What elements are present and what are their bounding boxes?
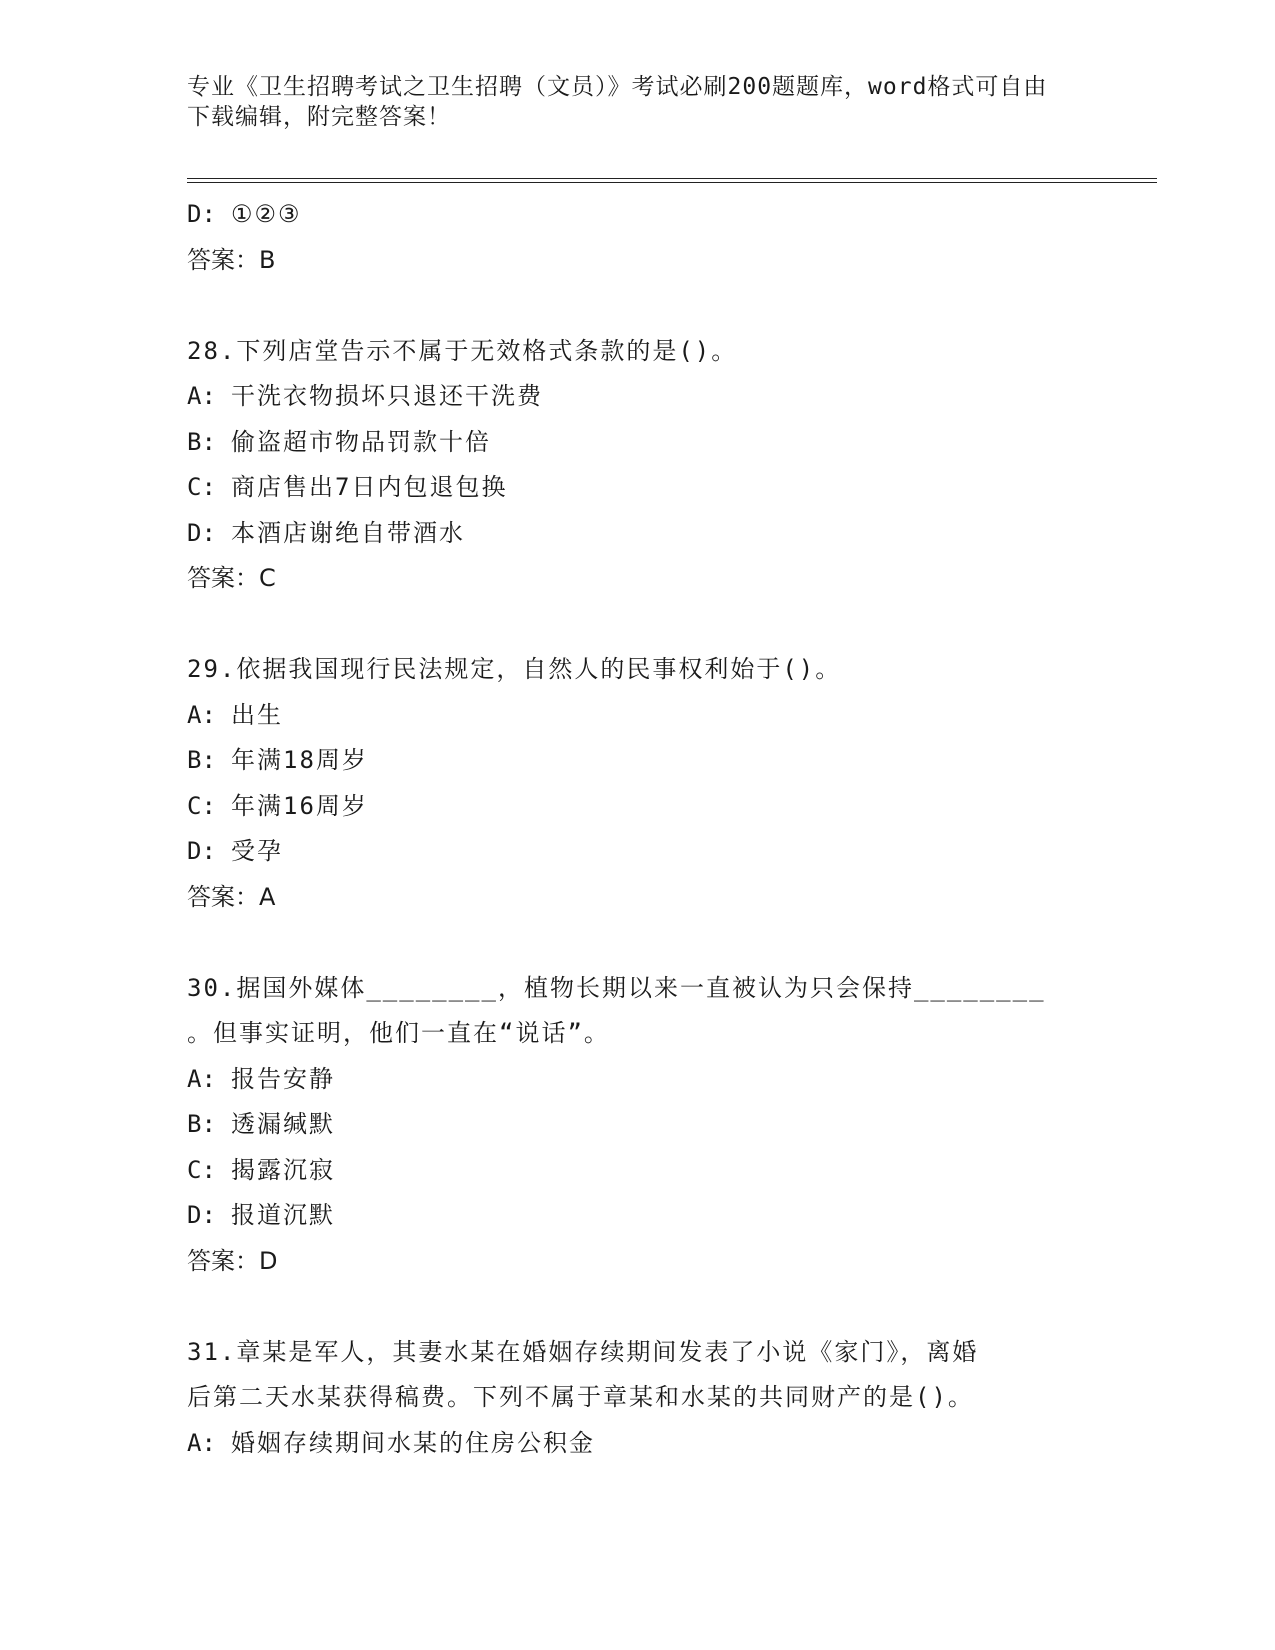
question-list — [187, 192, 1087, 1466]
answer-line: 答案：D — [187, 1246, 278, 1275]
option-text: 偷盗超市物品罚款十倍 — [231, 427, 491, 456]
option-text: 报告安静 — [231, 1064, 335, 1093]
option-line — [187, 784, 1087, 830]
option-label: B: — [187, 427, 216, 456]
question-text: 28.下列店堂告示不属于无效格式条款的是()。 — [187, 336, 738, 365]
option-label: A: — [187, 700, 216, 729]
option-line — [187, 192, 1087, 238]
option-line — [187, 738, 1087, 784]
question-text: 30.据国外媒体________，植物长期以来一直被认为只会保持________ — [187, 973, 1046, 1002]
header-title: 专业《卫生招聘考试之卫生招聘（文员）》考试必刷200题题库，word格式可自由下载编辑，附完整答案！ — [187, 74, 1048, 130]
option-line — [187, 1421, 1087, 1467]
option-line — [187, 1057, 1087, 1103]
option-label: D: — [187, 837, 216, 865]
spacer — [187, 1284, 1087, 1330]
option-line — [187, 829, 1087, 875]
option-line — [187, 1148, 1087, 1194]
option-text: 揭露沉寂 — [231, 1155, 335, 1184]
option-line — [187, 374, 1087, 420]
option-label: B: — [187, 746, 216, 774]
option-text: 干洗衣物损坏只退还干洗费 — [231, 382, 543, 410]
option-text: 出生 — [231, 700, 283, 729]
option-line — [187, 1193, 1087, 1239]
header-divider-bottom — [187, 182, 1157, 183]
option-text: 报道沉默 — [231, 1201, 335, 1229]
question-text: 29.依据我国现行民法规定，自然人的民事权利始于()。 — [187, 655, 842, 683]
answer-line: 答案：C — [187, 564, 276, 592]
option-line — [187, 693, 1087, 739]
option-text: 受孕 — [231, 837, 283, 865]
option-label: C: — [187, 791, 216, 820]
option-text: 本酒店谢绝自带酒水 — [231, 518, 465, 547]
option-text: 年满16周岁 — [231, 791, 368, 820]
option-label: A: — [187, 382, 216, 410]
option-line — [187, 1102, 1087, 1148]
option-text: 婚姻存续期间水某的住房公积金 — [231, 1428, 595, 1457]
question-text-continued: 后第二天水某获得稿费。下列不属于章某和水某的共同财产的是()。 — [187, 1383, 974, 1411]
option-text: 透漏缄默 — [231, 1110, 335, 1138]
option-label: A: — [187, 1064, 216, 1093]
question-text-continued: 。但事实证明，他们一直在“说话”。 — [187, 1019, 610, 1047]
option-label: D: — [187, 1201, 216, 1229]
document-header — [187, 72, 1067, 132]
header-divider-top — [187, 178, 1157, 179]
option-line — [187, 465, 1087, 511]
answer-line: 答案：B — [187, 245, 276, 274]
option-label: B: — [187, 1110, 216, 1138]
spacer — [187, 920, 1087, 966]
question-text: 31.章某是军人，其妻水某在婚姻存续期间发表了小说《家门》，离婚 — [187, 1337, 979, 1366]
option-text: 年满18周岁 — [231, 746, 368, 774]
answer-line: 答案：A — [187, 882, 276, 911]
option-label: A: — [187, 1428, 216, 1457]
spacer — [187, 283, 1087, 329]
option-label: C: — [187, 473, 216, 501]
option-line — [187, 420, 1087, 466]
option-text: ①②③ — [231, 200, 302, 228]
option-label: D: — [187, 518, 216, 547]
option-label: D: — [187, 200, 216, 228]
option-label: C: — [187, 1155, 216, 1184]
option-line — [187, 511, 1087, 557]
option-text: 商店售出7日内包退包换 — [231, 473, 508, 501]
spacer — [187, 602, 1087, 648]
